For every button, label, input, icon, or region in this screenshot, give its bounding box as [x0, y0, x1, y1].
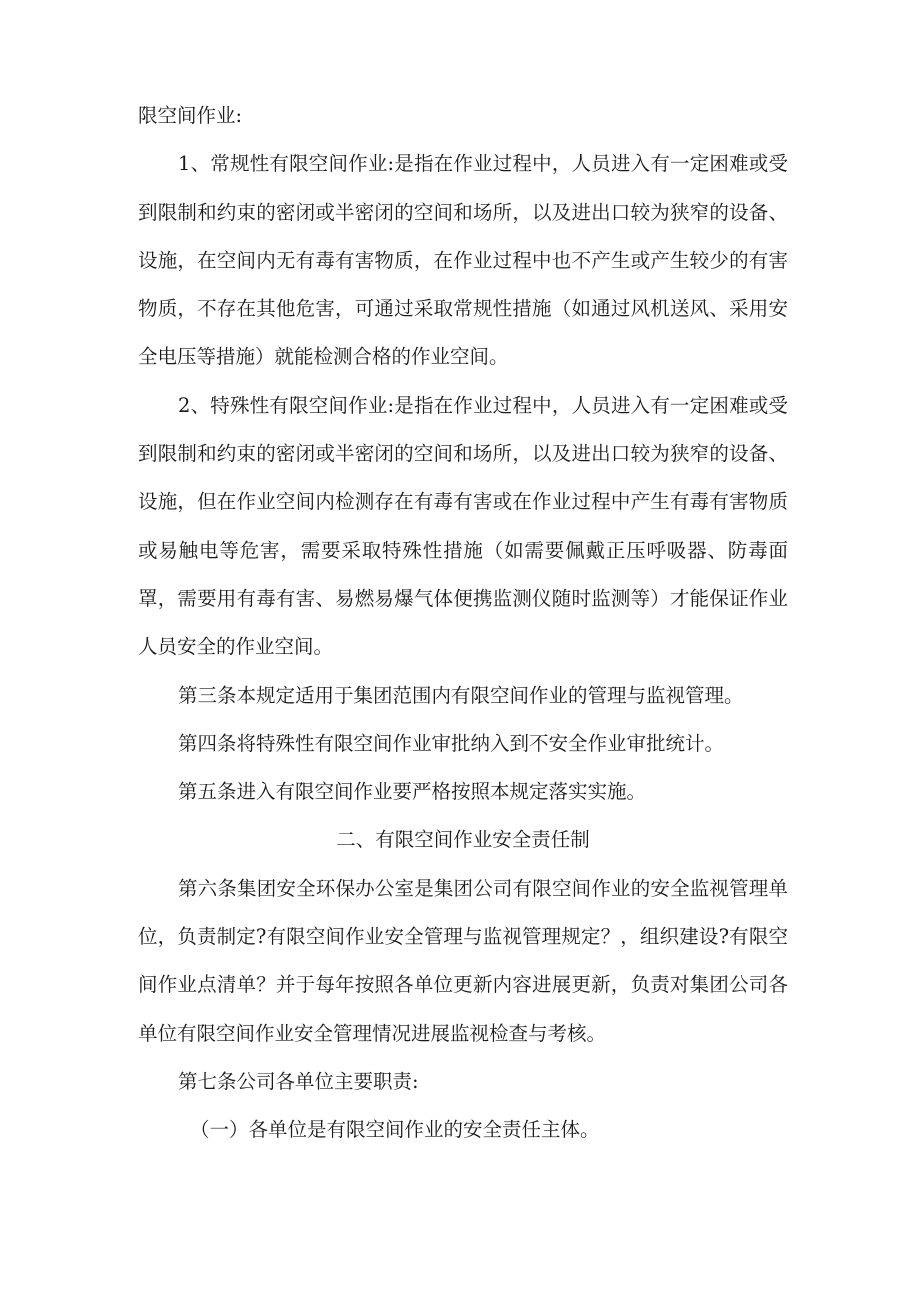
list-item-1: （一）各单位是有限空间作业的安全责任主体。: [190, 1118, 600, 1142]
paragraph-continuation: 限空间作业:: [138, 104, 243, 127]
article-5: 第五条进入有限空间作业要严格按照本规定落实实施。: [178, 780, 647, 804]
article-3: 第三条本规定适用于集团范围内有限空间作业的管理与监视管理。: [178, 683, 744, 707]
document-body: [138, 92, 788, 1155]
article-7: 第七条公司各单位主要职责:: [178, 1069, 419, 1093]
paragraph-routine-confined-space: 1、常规性有限空间作业:是指在作业过程中，人员进入有一定困难或受到限制和约束的密闭或半密闭的空间和场所，以及进出口较为狭窄的设备、设施，在空间内无有毒有害物质，在作业过程中也不产生或产生较少的有害物质，不存在其他危害，可通过采取常规性措施（如通过风机送风、采用安全电压等措施）就能检测合格的作业空间。: [138, 152, 788, 369]
article-6: 第六条集团安全环保办公室是集团公司有限空间作业的安全监视管理单位，负责制定?有限空间作业安全管理与监视管理规定？，组织建设?有限空间作业点清单？并于每年按照各单位更新内容进展更新，负责对集团公司各单位有限空间作业安全管理情况进展监视检查与考核。: [138, 876, 788, 1045]
paragraph-special-confined-space: 2、特殊性有限空间作业:是指在作业过程中，人员进入有一定困难或受到限制和约束的密闭或半密闭的空间和场所，以及进出口较为狭窄的设备、设施，但在作业空间内检测存在有毒有害或在作业过程中产生有毒有害物质或易触电等危害，需要采取特殊性措施（如需要佩戴正压呼吸器、防毒面罩，需要用有毒有害、易燃易爆气体便携监测仪随时监测等）才能保证作业人员安全的作业空间。: [138, 393, 788, 659]
section-heading: 二、有限空间作业安全责任制: [336, 828, 590, 852]
article-4: 第四条将特殊性有限空间作业审批纳入到不安全作业审批统计。: [178, 731, 725, 755]
